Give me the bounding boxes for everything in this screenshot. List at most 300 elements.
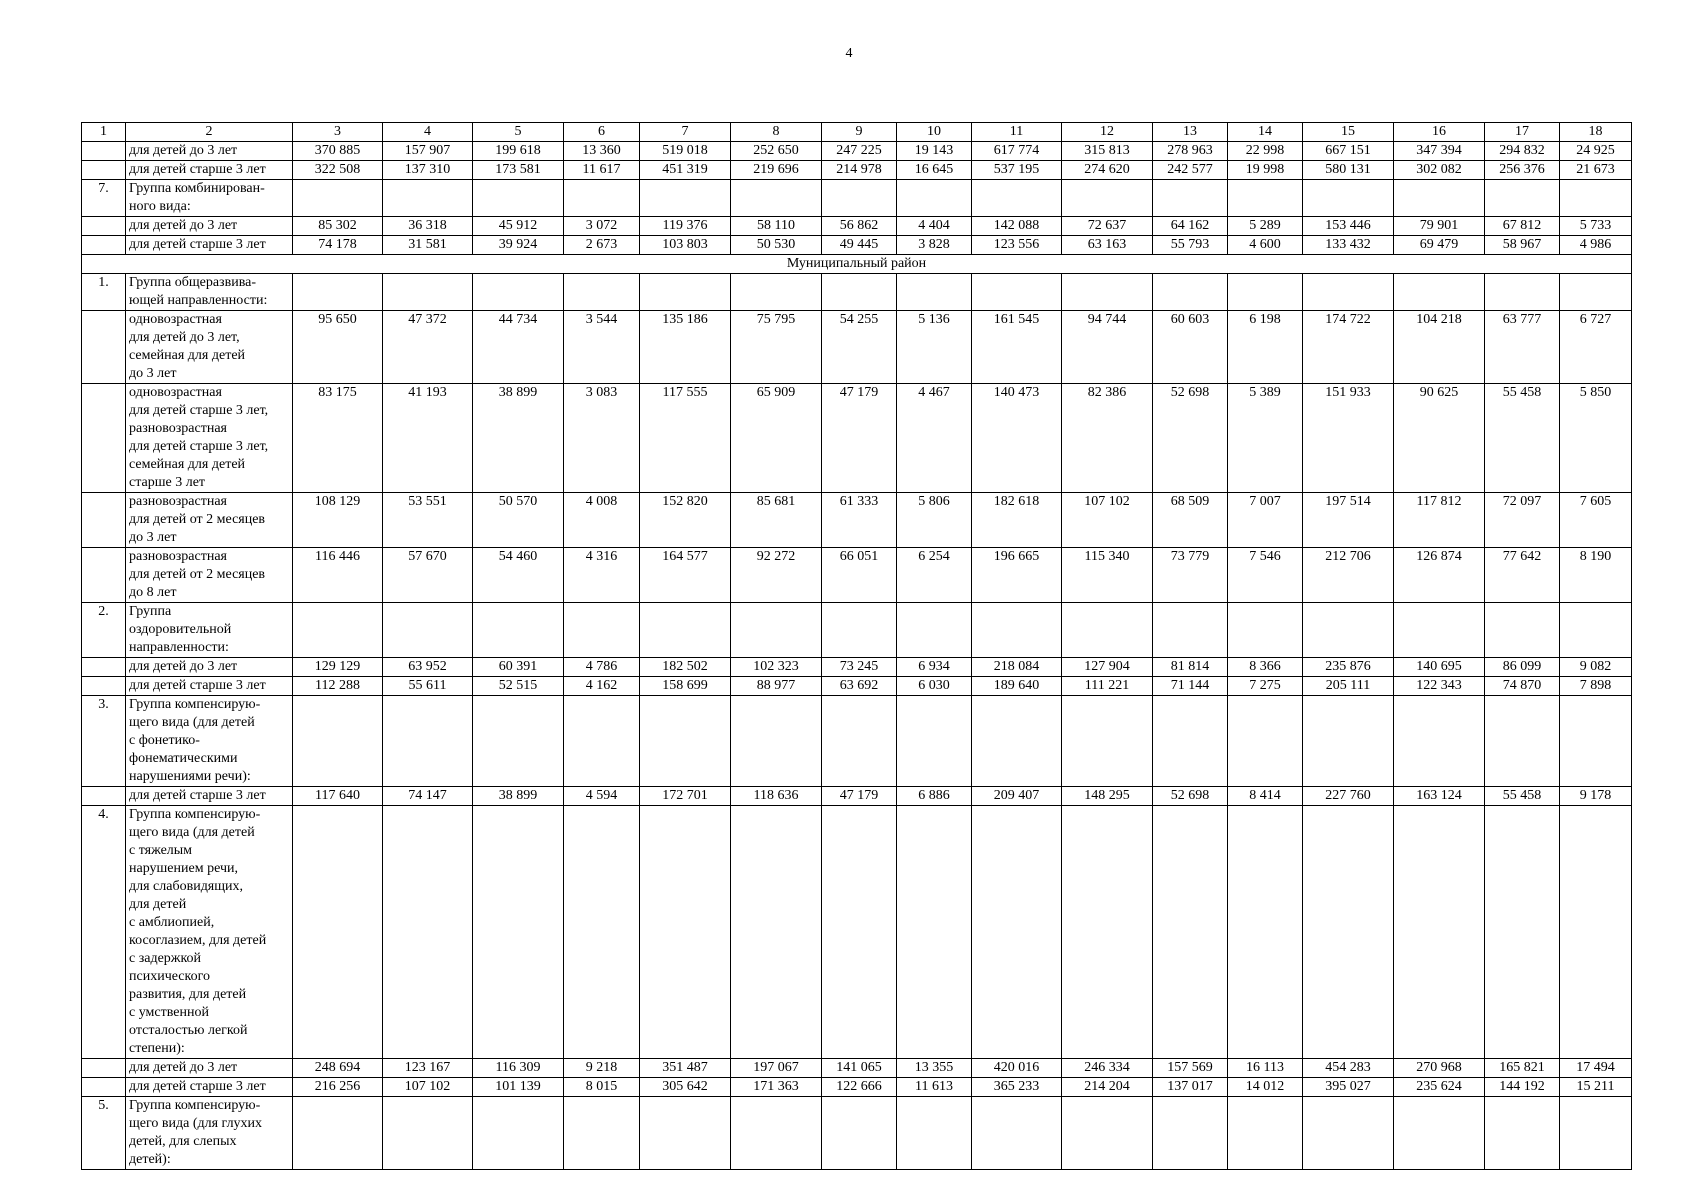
value-cell [972,696,1062,787]
row-number-cell [82,493,126,548]
value-cell [897,603,972,658]
value-cell: 5 389 [1228,384,1303,493]
value-cell: 322 508 [293,161,383,180]
table-row [82,384,1632,493]
value-cell [1303,806,1394,1059]
value-cell: 38 899 [473,787,564,806]
value-cell: 129 129 [293,658,383,677]
value-cell: 144 192 [1485,1078,1560,1097]
value-cell [1303,274,1394,311]
value-cell: 117 555 [640,384,731,493]
value-cell [1303,1097,1394,1170]
row-number-cell: 4. [82,806,126,1059]
value-cell: 9 082 [1560,658,1632,677]
value-cell: 174 722 [1303,311,1394,384]
value-cell: 395 027 [1303,1078,1394,1097]
value-cell [1560,274,1632,311]
value-cell: 137 017 [1153,1078,1228,1097]
value-cell [383,1097,473,1170]
value-cell: 148 295 [1062,787,1153,806]
value-cell [473,274,564,311]
value-cell: 123 167 [383,1059,473,1078]
table-row [82,548,1632,603]
value-cell: 72 637 [1062,217,1153,236]
value-cell: 122 343 [1394,677,1485,696]
value-cell: 71 144 [1153,677,1228,696]
column-number-header: 8 [731,123,822,142]
value-cell: 86 099 [1485,658,1560,677]
value-cell [473,603,564,658]
value-cell [293,806,383,1059]
column-number-header-row [82,123,1632,142]
value-cell: 115 340 [1062,548,1153,603]
value-cell: 216 256 [293,1078,383,1097]
value-cell: 7 275 [1228,677,1303,696]
value-cell: 55 611 [383,677,473,696]
value-cell: 50 530 [731,236,822,255]
value-cell [1062,1097,1153,1170]
value-cell: 63 777 [1485,311,1560,384]
value-cell: 278 963 [1153,142,1228,161]
value-cell [1394,274,1485,311]
value-cell: 4 008 [564,493,640,548]
value-cell: 47 179 [822,384,897,493]
value-cell: 22 998 [1228,142,1303,161]
value-cell: 52 515 [473,677,564,696]
value-cell: 101 139 [473,1078,564,1097]
value-cell: 77 642 [1485,548,1560,603]
row-label-cell: для детей до 3 лет [126,1059,293,1078]
value-cell [293,274,383,311]
column-number-header: 18 [1560,123,1632,142]
value-cell: 6 934 [897,658,972,677]
value-cell: 161 545 [972,311,1062,384]
value-cell: 69 479 [1394,236,1485,255]
value-cell: 67 812 [1485,217,1560,236]
table-row [82,236,1632,255]
value-cell: 135 186 [640,311,731,384]
value-cell: 294 832 [1485,142,1560,161]
value-cell: 17 494 [1560,1059,1632,1078]
value-cell: 420 016 [972,1059,1062,1078]
value-cell: 302 082 [1394,161,1485,180]
value-cell: 157 907 [383,142,473,161]
value-cell [1153,806,1228,1059]
value-cell: 83 175 [293,384,383,493]
value-cell: 7 546 [1228,548,1303,603]
value-cell: 5 850 [1560,384,1632,493]
value-cell: 667 151 [1303,142,1394,161]
row-label-cell: Группа компенсирую- щего вида (для детей с фонетико- фонематическими нарушениями речи): [126,696,293,787]
row-label-cell: для детей до 3 лет [126,142,293,161]
value-cell: 14 012 [1228,1078,1303,1097]
value-cell: 44 734 [473,311,564,384]
value-cell: 242 577 [1153,161,1228,180]
value-cell [640,180,731,217]
value-cell: 171 363 [731,1078,822,1097]
value-cell [383,806,473,1059]
column-number-header: 15 [1303,123,1394,142]
value-cell: 58 110 [731,217,822,236]
value-cell: 3 083 [564,384,640,493]
value-cell [1485,806,1560,1059]
section-title: Муниципальный район [82,255,1632,274]
row-label-cell: Группа оздоровительной направленности: [126,603,293,658]
value-cell: 205 111 [1303,677,1394,696]
value-cell: 52 698 [1153,384,1228,493]
value-cell [731,806,822,1059]
value-cell: 227 760 [1303,787,1394,806]
value-cell: 107 102 [1062,493,1153,548]
value-cell: 41 193 [383,384,473,493]
value-cell: 90 625 [1394,384,1485,493]
value-cell: 61 333 [822,493,897,548]
value-cell [293,696,383,787]
value-cell: 133 432 [1303,236,1394,255]
row-number-cell [82,384,126,493]
column-number-header: 3 [293,123,383,142]
value-cell: 68 509 [1153,493,1228,548]
row-number-cell: 2. [82,603,126,658]
column-number-header: 13 [1153,123,1228,142]
row-number-cell [82,1078,126,1097]
table-row [82,161,1632,180]
value-cell: 47 372 [383,311,473,384]
value-cell: 38 899 [473,384,564,493]
value-cell: 6 886 [897,787,972,806]
value-cell [640,806,731,1059]
value-cell [731,1097,822,1170]
table-row [82,1097,1632,1170]
value-cell [897,1097,972,1170]
column-number-header: 1 [82,123,126,142]
value-cell: 127 904 [1062,658,1153,677]
value-cell: 108 129 [293,493,383,548]
value-cell [1560,1097,1632,1170]
value-cell [897,274,972,311]
value-cell [293,180,383,217]
value-cell: 172 701 [640,787,731,806]
value-cell: 4 404 [897,217,972,236]
value-cell [1228,603,1303,658]
value-cell: 5 289 [1228,217,1303,236]
value-cell: 126 874 [1394,548,1485,603]
value-cell [383,696,473,787]
value-cell [640,1097,731,1170]
value-cell [383,603,473,658]
value-cell [564,274,640,311]
value-cell: 49 445 [822,236,897,255]
value-cell [1153,180,1228,217]
value-cell: 36 318 [383,217,473,236]
value-cell: 4 467 [897,384,972,493]
value-cell [1062,696,1153,787]
value-cell: 81 814 [1153,658,1228,677]
value-cell [1153,696,1228,787]
value-cell [1485,180,1560,217]
value-cell: 196 665 [972,548,1062,603]
row-number-cell [82,217,126,236]
row-label-cell: для детей старше 3 лет [126,787,293,806]
value-cell: 151 933 [1303,384,1394,493]
value-cell: 9 218 [564,1059,640,1078]
table-row [82,493,1632,548]
column-number-header: 12 [1062,123,1153,142]
table-row [82,311,1632,384]
value-cell: 94 744 [1062,311,1153,384]
value-cell: 6 254 [897,548,972,603]
value-cell [1485,696,1560,787]
value-cell [1394,696,1485,787]
table-row [82,217,1632,236]
value-cell: 85 681 [731,493,822,548]
value-cell: 8 366 [1228,658,1303,677]
value-cell: 19 143 [897,142,972,161]
value-cell [1560,806,1632,1059]
value-cell [293,1097,383,1170]
value-cell: 4 986 [1560,236,1632,255]
value-cell: 6 030 [897,677,972,696]
value-cell: 8 190 [1560,548,1632,603]
value-cell: 4 162 [564,677,640,696]
row-number-cell: 3. [82,696,126,787]
value-cell: 74 147 [383,787,473,806]
value-cell: 247 225 [822,142,897,161]
value-cell [1303,603,1394,658]
value-cell: 6 727 [1560,311,1632,384]
value-cell [1560,696,1632,787]
value-cell: 117 640 [293,787,383,806]
value-cell: 52 698 [1153,787,1228,806]
value-cell [564,180,640,217]
value-cell: 60 603 [1153,311,1228,384]
value-cell: 197 514 [1303,493,1394,548]
value-cell: 617 774 [972,142,1062,161]
value-cell: 2 673 [564,236,640,255]
table-row [82,274,1632,311]
value-cell: 7 605 [1560,493,1632,548]
value-cell [1062,180,1153,217]
value-cell: 214 978 [822,161,897,180]
row-label-cell: для детей старше 3 лет [126,236,293,255]
value-cell: 8 015 [564,1078,640,1097]
value-cell [383,180,473,217]
value-cell: 47 179 [822,787,897,806]
value-cell [972,180,1062,217]
row-label-cell: для детей старше 3 лет [126,161,293,180]
row-number-cell [82,1059,126,1078]
value-cell [1062,603,1153,658]
value-cell: 256 376 [1485,161,1560,180]
value-cell [564,603,640,658]
row-label-cell: одновозрастная для детей до 3 лет, семейная для детей до 3 лет [126,311,293,384]
row-label-cell: разновозрастная для детей от 2 месяцев до 3 лет [126,493,293,548]
value-cell: 142 088 [972,217,1062,236]
value-cell [972,806,1062,1059]
value-cell [1153,603,1228,658]
value-cell: 63 692 [822,677,897,696]
value-cell: 158 699 [640,677,731,696]
value-cell [564,806,640,1059]
value-cell [731,274,822,311]
row-number-cell: 1. [82,274,126,311]
value-cell [640,696,731,787]
table-row [82,1059,1632,1078]
value-cell: 8 414 [1228,787,1303,806]
value-cell: 39 924 [473,236,564,255]
value-cell [1485,1097,1560,1170]
value-cell [1062,806,1153,1059]
table-row [82,180,1632,217]
value-cell: 55 458 [1485,384,1560,493]
value-cell: 182 618 [972,493,1062,548]
value-cell [972,603,1062,658]
value-cell: 519 018 [640,142,731,161]
value-cell: 370 885 [293,142,383,161]
value-cell: 4 786 [564,658,640,677]
value-cell: 270 968 [1394,1059,1485,1078]
value-cell [1303,696,1394,787]
row-number-cell [82,677,126,696]
value-cell: 73 245 [822,658,897,677]
value-cell [731,180,822,217]
value-cell: 54 255 [822,311,897,384]
value-cell: 173 581 [473,161,564,180]
value-cell [731,696,822,787]
value-cell: 75 795 [731,311,822,384]
table-row [82,677,1632,696]
value-cell: 3 544 [564,311,640,384]
value-cell: 365 233 [972,1078,1062,1097]
value-cell: 182 502 [640,658,731,677]
value-cell: 24 925 [1560,142,1632,161]
row-number-cell: 5. [82,1097,126,1170]
value-cell: 9 178 [1560,787,1632,806]
value-cell: 85 302 [293,217,383,236]
value-cell: 55 458 [1485,787,1560,806]
value-cell [822,274,897,311]
value-cell [1228,806,1303,1059]
value-cell: 118 636 [731,787,822,806]
data-table [81,122,1632,1170]
value-cell [1153,1097,1228,1170]
value-cell: 152 820 [640,493,731,548]
row-label-cell: для детей старше 3 лет [126,677,293,696]
value-cell: 248 694 [293,1059,383,1078]
value-cell [1394,603,1485,658]
value-cell: 79 901 [1394,217,1485,236]
value-cell [1560,180,1632,217]
page-number: 4 [845,46,853,61]
value-cell: 235 624 [1394,1078,1485,1097]
table-body [82,142,1632,1170]
value-cell: 3 072 [564,217,640,236]
value-cell: 15 211 [1560,1078,1632,1097]
value-cell: 50 570 [473,493,564,548]
value-cell: 5 733 [1560,217,1632,236]
value-cell [1485,603,1560,658]
value-cell: 112 288 [293,677,383,696]
value-cell: 57 670 [383,548,473,603]
value-cell [1228,696,1303,787]
value-cell [897,806,972,1059]
value-cell: 107 102 [383,1078,473,1097]
value-cell: 315 813 [1062,142,1153,161]
row-label-cell: для детей до 3 лет [126,658,293,677]
value-cell: 4 600 [1228,236,1303,255]
value-cell [897,696,972,787]
value-cell: 64 162 [1153,217,1228,236]
row-number-cell [82,142,126,161]
value-cell: 82 386 [1062,384,1153,493]
value-cell [473,696,564,787]
value-cell: 117 812 [1394,493,1485,548]
value-cell: 19 998 [1228,161,1303,180]
value-cell [822,603,897,658]
value-cell: 88 977 [731,677,822,696]
column-number-header: 9 [822,123,897,142]
value-cell: 16 645 [897,161,972,180]
value-cell: 92 272 [731,548,822,603]
value-cell [1228,274,1303,311]
column-number-header: 11 [972,123,1062,142]
value-cell: 60 391 [473,658,564,677]
value-cell: 65 909 [731,384,822,493]
value-cell: 197 067 [731,1059,822,1078]
row-label-cell: одновозрастная для детей старше 3 лет, разновозрастная для детей старше 3 лет, семейная для детей старше 3 лет [126,384,293,493]
table-row [82,658,1632,677]
value-cell: 246 334 [1062,1059,1153,1078]
value-cell [1062,274,1153,311]
value-cell: 235 876 [1303,658,1394,677]
value-cell: 63 952 [383,658,473,677]
value-cell: 351 487 [640,1059,731,1078]
row-label-cell: Группа компенсирую- щего вида (для детей с тяжелым нарушением речи, для слабовидящих, для детей с амблиопией, косоглазием, для детей с задержкой психического развития, для детей с умственной отсталостью легкой степени): [126,806,293,1059]
value-cell: 119 376 [640,217,731,236]
row-label-cell: для детей старше 3 лет [126,1078,293,1097]
value-cell: 165 821 [1485,1059,1560,1078]
value-cell: 123 556 [972,236,1062,255]
value-cell [293,603,383,658]
value-cell: 13 360 [564,142,640,161]
value-cell: 305 642 [640,1078,731,1097]
value-cell: 212 706 [1303,548,1394,603]
row-number-cell [82,236,126,255]
value-cell: 116 446 [293,548,383,603]
row-label-cell: для детей до 3 лет [126,217,293,236]
value-cell: 6 198 [1228,311,1303,384]
value-cell [731,603,822,658]
column-number-header: 6 [564,123,640,142]
value-cell: 63 163 [1062,236,1153,255]
value-cell [473,1097,564,1170]
value-cell: 4 594 [564,787,640,806]
value-cell: 111 221 [1062,677,1153,696]
table-row [82,1078,1632,1097]
value-cell: 252 650 [731,142,822,161]
value-cell [1228,1097,1303,1170]
column-number-header: 7 [640,123,731,142]
value-cell: 55 793 [1153,236,1228,255]
value-cell: 141 065 [822,1059,897,1078]
value-cell: 122 666 [822,1078,897,1097]
column-number-header: 14 [1228,123,1303,142]
table-row [82,787,1632,806]
value-cell: 56 862 [822,217,897,236]
value-cell: 209 407 [972,787,1062,806]
value-cell [1485,274,1560,311]
value-cell [383,274,473,311]
